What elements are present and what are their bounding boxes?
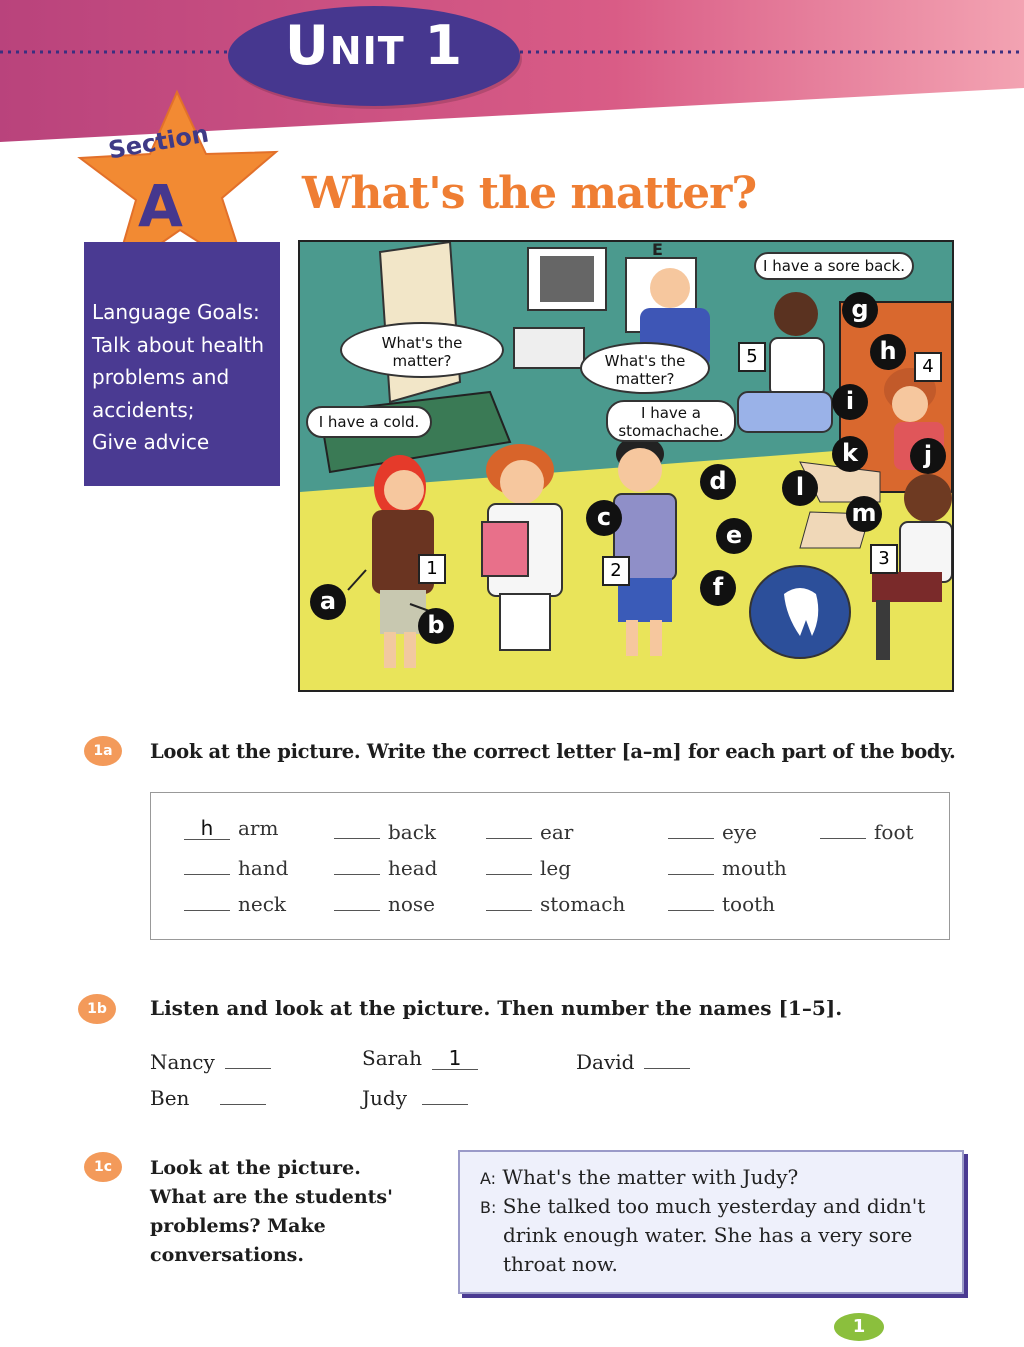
answer-blank[interactable] [644, 1046, 690, 1069]
label-l: l [782, 470, 818, 506]
answer-blank[interactable] [225, 1046, 271, 1069]
answer-blank[interactable] [334, 852, 380, 875]
label-m: m [846, 496, 882, 532]
name-item: Sarah 1 [362, 1046, 478, 1070]
label-f: f [700, 570, 736, 606]
speech-bubble-cold: I have a cold. [306, 406, 432, 438]
answer-blank[interactable] [184, 852, 230, 875]
exercise-badge-1b: 1b [78, 994, 116, 1024]
answer-blank[interactable] [668, 888, 714, 911]
section-label: Section [106, 119, 211, 165]
answer-blank[interactable] [184, 888, 230, 911]
number-3: 3 [870, 544, 898, 574]
word-item: nose [334, 888, 435, 916]
speech-bubble-sore-back: I have a sore back. [754, 252, 914, 280]
dialog-line-b: B: She talked too much yesterday and didn't [480, 1194, 926, 1218]
goals-line: Give advice [92, 430, 210, 454]
speech-bubble-stomachache: I have a stomachache. [606, 400, 736, 442]
section-letter: A [138, 172, 183, 240]
dialog-line-b-cont: throat now. [503, 1252, 618, 1276]
clinic-illustration [298, 240, 954, 692]
word-item: h arm [184, 816, 278, 840]
page-heading: What's the matter? [302, 168, 757, 219]
name-item: Ben [150, 1082, 266, 1110]
label-i: i [832, 384, 868, 420]
word-item: back [334, 816, 436, 844]
answer-blank[interactable] [486, 816, 532, 839]
exercise-1c-instruction: Look at the picture. What are the students' problems? Make conversations. [150, 1157, 393, 1266]
exercise-badge-1a: 1a [84, 736, 122, 766]
label-g: g [842, 292, 878, 328]
word-item: tooth [668, 888, 775, 916]
label-e: e [716, 518, 752, 554]
goals-line: problems and [92, 365, 230, 389]
answer-blank[interactable]: h [184, 817, 230, 840]
answer-blank[interactable] [486, 852, 532, 875]
label-a: a [310, 584, 346, 620]
word-item: eye [668, 816, 757, 844]
number-1: 1 [418, 554, 446, 584]
answer-blank[interactable] [334, 816, 380, 839]
goals-line: accidents; [92, 397, 195, 422]
label-k: k [832, 436, 868, 472]
goals-heading: Language Goals: [92, 300, 260, 324]
answer-blank[interactable] [334, 888, 380, 911]
answer-blank[interactable] [820, 816, 866, 839]
name-item: David [576, 1046, 690, 1074]
number-5: 5 [738, 342, 766, 372]
speech-bubble-whats-matter-2: What's the matter? [580, 342, 710, 394]
word-item: stomach [486, 888, 625, 916]
answer-blank[interactable] [220, 1082, 266, 1105]
answer-blank[interactable] [668, 816, 714, 839]
word-item: ear [486, 816, 573, 844]
name-item: Judy [362, 1082, 468, 1110]
word-item: foot [820, 816, 914, 844]
exercise-1a-instruction: Look at the picture. Write the correct letter [a–m] for each part of the body. [150, 740, 956, 763]
word-item: neck [184, 888, 286, 916]
label-c: c [586, 500, 622, 536]
number-4: 4 [914, 352, 942, 382]
answer-blank[interactable] [668, 852, 714, 875]
label-h: h [870, 334, 906, 370]
answer-blank[interactable] [486, 888, 532, 911]
label-j: j [910, 438, 946, 474]
eye-chart-letter: E [652, 240, 663, 259]
word-item: hand [184, 852, 289, 880]
language-goals [92, 296, 278, 459]
label-b: b [418, 608, 454, 644]
word-item: mouth [668, 852, 787, 880]
exercise-badge-1c: 1c [84, 1152, 122, 1182]
goals-line: Talk about health [92, 332, 265, 357]
exercise-1b-instruction: Listen and look at the picture. Then number the names [1–5]. [150, 996, 843, 1020]
number-2: 2 [602, 556, 630, 586]
name-item: Nancy [150, 1046, 271, 1074]
word-item: head [334, 852, 437, 880]
word-item: leg [486, 852, 571, 880]
answer-blank[interactable] [422, 1082, 468, 1105]
page-number: 1 [834, 1313, 884, 1341]
answer-blank[interactable]: 1 [432, 1047, 478, 1070]
speech-bubble-whats-matter: What's the matter? [340, 322, 504, 378]
label-d: d [700, 464, 736, 500]
dialog-line-a: A: What's the matter with Judy? [480, 1165, 799, 1189]
dialog-line-b-cont: drink enough water. She has a very sore [503, 1223, 913, 1247]
unit-title: Unit 1 [284, 14, 464, 77]
